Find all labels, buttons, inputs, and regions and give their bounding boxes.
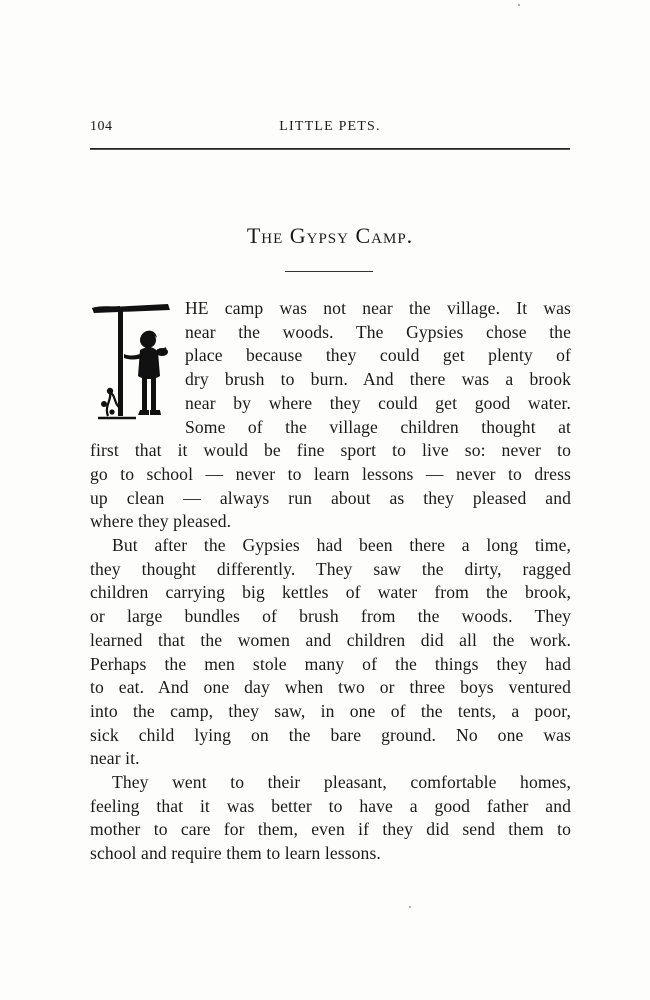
text-line: near by where they could get good water. (185, 392, 571, 413)
text-line: They went to their pleasant, comfortable homes, (112, 772, 571, 793)
print-speck (518, 4, 520, 6)
text-line: sick child lying on the bare ground. No one was (90, 724, 571, 745)
running-head (90, 119, 570, 139)
text-line: learned that the women and children did all the work. (90, 629, 571, 650)
text-line: go to school — never to learn lessons — never to dress (90, 463, 571, 484)
title-rule (285, 271, 373, 272)
text-line: HE camp was not near the village. It was (185, 298, 571, 318)
running-title: LITTLE PETS. (279, 119, 381, 134)
print-speck (409, 906, 411, 908)
text-line: where they pleased. (90, 511, 232, 532)
text-line: first that it would be fine sport to live so: never to (90, 440, 571, 461)
chapter-title: The Gypsy Camp. (246, 223, 414, 248)
text-line: dry brush to burn. And there was a brook (185, 369, 571, 390)
text-line: But after the Gypsies had been there a long time, (112, 535, 571, 556)
text-line: feeling that it was better to have a good father and (90, 795, 571, 816)
text-line: they thought differently. They saw the dirty, ragged (90, 558, 571, 579)
text-line: into the camp, they saw, in one of the tents, a poor, (90, 700, 571, 721)
text-line: Perhaps the men stole many of the things they had (90, 653, 571, 674)
text-line: place because they could get plenty of (185, 345, 571, 366)
text-line: to eat. And one day when two or three boys ventured (90, 677, 571, 698)
page-number: 104 (90, 119, 113, 134)
text-line: up clean — always run about as they pleased and (90, 487, 571, 508)
text-line: near it. (90, 748, 140, 769)
header-rule (90, 148, 570, 150)
text-line: mother to care for them, even if they did send them to (90, 819, 571, 840)
text-line: near the woods. The Gypsies chose the (185, 321, 571, 342)
text-line: children carrying big kettles of water from the brook, (90, 582, 571, 603)
text-line: Some of the village children thought at (185, 416, 571, 437)
text-line: school and require them to learn lessons. (90, 843, 381, 864)
body-text (90, 297, 571, 866)
text-line: or large bundles of brush from the woods. They (90, 606, 571, 627)
